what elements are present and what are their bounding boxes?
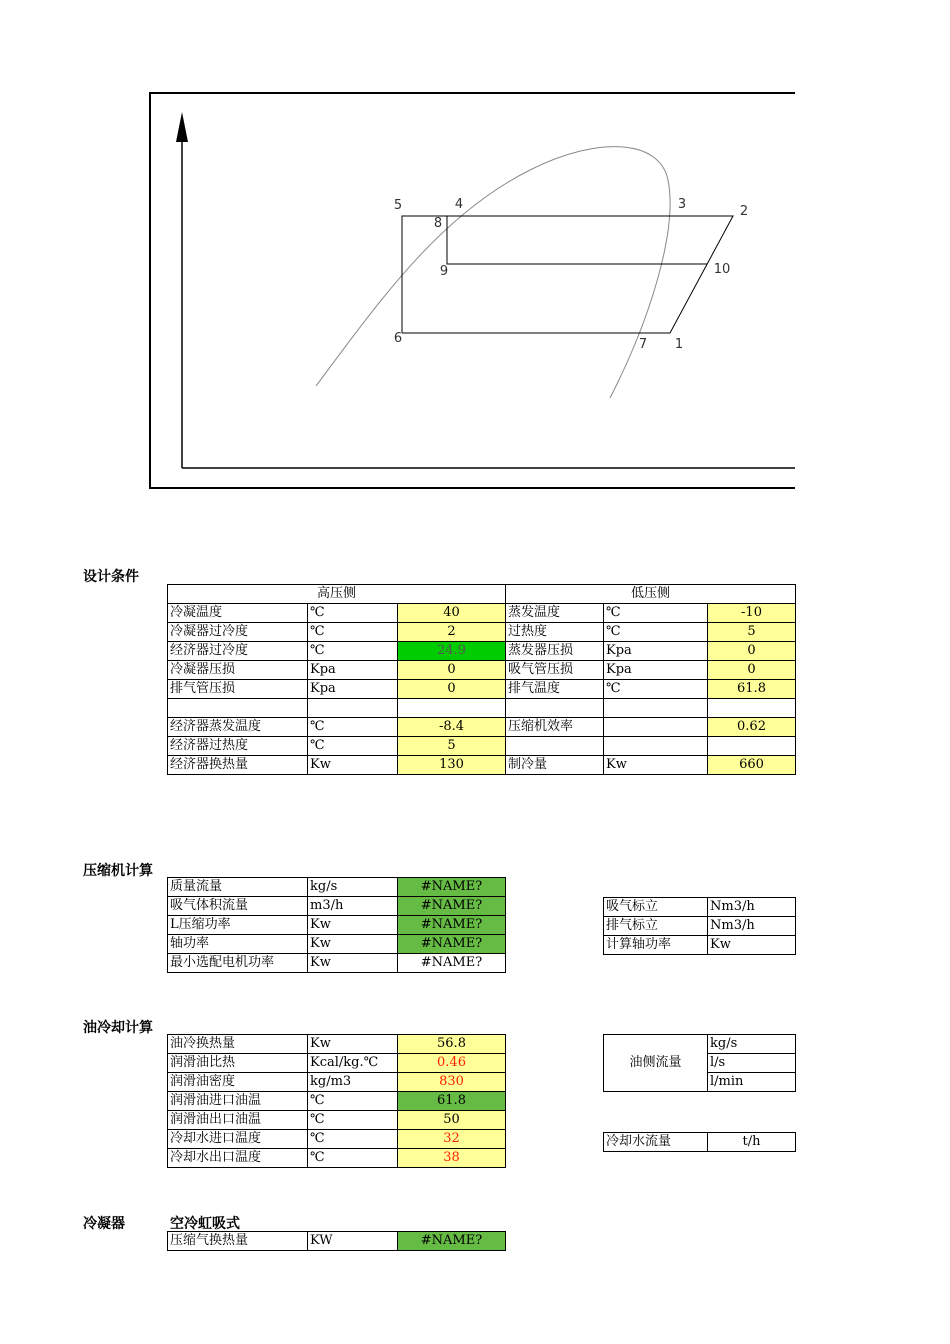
design-high-value: 24.9	[398, 642, 506, 661]
design-low-unit	[604, 737, 708, 756]
condenser-subtitle: 空冷虹吸式	[170, 1216, 240, 1232]
design-low-label: 制冷量	[506, 756, 604, 775]
compressor-value: #NAME?	[398, 954, 506, 973]
compressor-value: #NAME?	[398, 916, 506, 935]
compressor-side-label: 吸气标立	[604, 898, 708, 917]
oil-flow-unit: l/min	[708, 1073, 796, 1092]
oil-flow-unit: kg/s	[708, 1035, 796, 1054]
saturation-dome	[316, 147, 670, 398]
point-label-7: 7	[638, 337, 648, 352]
design-low-label: 排气温度	[506, 680, 604, 699]
design-high-value: 2	[398, 623, 506, 642]
design-low-value: 0	[708, 642, 796, 661]
design-high-unit: ℃	[308, 623, 398, 642]
oil-table	[167, 1034, 506, 1168]
compressor-label: L压缩功率	[168, 916, 308, 935]
design-low-label: 压缩机效率	[506, 718, 604, 737]
design-high-unit: ℃	[308, 604, 398, 623]
point-label-8: 8	[433, 216, 443, 231]
point-label-10: 10	[713, 262, 731, 277]
design-low-label: 蒸发温度	[506, 604, 604, 623]
point-label-4: 4	[454, 197, 464, 212]
design-low-unit: Kpa	[604, 642, 708, 661]
design-high-value: 40	[398, 604, 506, 623]
oil-label: 润滑油出口油温	[168, 1111, 308, 1130]
point-label-9: 9	[439, 264, 449, 279]
oil-label: 润滑油进口油温	[168, 1092, 308, 1111]
design-low-unit: ℃	[604, 604, 708, 623]
design-high-unit: Kw	[308, 756, 398, 775]
compressor-label: 轴功率	[168, 935, 308, 954]
design-high-label	[168, 699, 308, 718]
design-high-label: 经济器换热量	[168, 756, 308, 775]
design-high-value: 130	[398, 756, 506, 775]
compressor-value: #NAME?	[398, 878, 506, 897]
design-high-unit: ℃	[308, 642, 398, 661]
design-low-label: 吸气管压损	[506, 661, 604, 680]
condenser-title: 冷凝器	[83, 1216, 125, 1232]
compressor-side-unit: Nm3/h	[708, 917, 796, 936]
point-label-1: 1	[674, 337, 684, 352]
condenser-unit: KW	[308, 1232, 398, 1251]
oil-label: 冷却水出口温度	[168, 1149, 308, 1168]
oil-value: 38	[398, 1149, 506, 1168]
oil-label: 润滑油密度	[168, 1073, 308, 1092]
oil-unit: ℃	[308, 1149, 398, 1168]
compressor-table	[167, 877, 506, 973]
compressor-unit: Kw	[308, 935, 398, 954]
oil-unit: Kw	[308, 1035, 398, 1054]
design-low-value: 0.62	[708, 718, 796, 737]
point-label-2: 2	[739, 204, 749, 219]
design-high-label: 经济器过冷度	[168, 642, 308, 661]
oil-unit: ℃	[308, 1111, 398, 1130]
oil-value: 830	[398, 1073, 506, 1092]
design-high-unit: Kpa	[308, 680, 398, 699]
compressor-unit: m3/h	[308, 897, 398, 916]
design-low-label	[506, 737, 604, 756]
design-high-unit: ℃	[308, 737, 398, 756]
compressor-side-label: 计算轴功率	[604, 936, 708, 955]
design-low-label	[506, 699, 604, 718]
low-side-header: 低压侧	[506, 585, 796, 604]
ph-diagram	[0, 0, 950, 500]
point-label-5: 5	[393, 198, 403, 213]
oil-unit: ℃	[308, 1130, 398, 1149]
compressor-side-unit: Nm3/h	[708, 898, 796, 917]
oil-title: 油冷却计算	[83, 1020, 153, 1036]
cycle-line	[402, 216, 733, 333]
oil-flow-table	[603, 1034, 796, 1092]
oil-label: 润滑油比热	[168, 1054, 308, 1073]
compressor-unit: Kw	[308, 954, 398, 973]
compressor-value: #NAME?	[398, 935, 506, 954]
design-low-value: 0	[708, 661, 796, 680]
design-low-value: 5	[708, 623, 796, 642]
design-high-value: -8.4	[398, 718, 506, 737]
oil-label: 油冷换热量	[168, 1035, 308, 1054]
oil-value: 32	[398, 1130, 506, 1149]
design-low-label: 过热度	[506, 623, 604, 642]
compressor-label: 最小选配电机功率	[168, 954, 308, 973]
design-low-unit: Kw	[604, 756, 708, 775]
oil-flow-label: 油侧流量	[604, 1035, 708, 1092]
compressor-label: 吸气体积流量	[168, 897, 308, 916]
design-high-unit: Kpa	[308, 661, 398, 680]
oil-unit: kg/m3	[308, 1073, 398, 1092]
design-high-label: 冷凝器压损	[168, 661, 308, 680]
oil-value: 61.8	[398, 1092, 506, 1111]
diagram-frame	[150, 93, 810, 488]
design-high-value: 5	[398, 737, 506, 756]
point-label-3: 3	[677, 197, 687, 212]
compressor-side-label: 排气标立	[604, 917, 708, 936]
condenser-value: #NAME?	[398, 1232, 506, 1251]
oil-unit: Kcal/kg.℃	[308, 1054, 398, 1073]
high-side-header: 高压侧	[168, 585, 506, 604]
design-high-value	[398, 699, 506, 718]
point-label-6: 6	[393, 331, 403, 346]
design-high-value: 0	[398, 680, 506, 699]
design-high-label: 经济器蒸发温度	[168, 718, 308, 737]
design-high-unit	[308, 699, 398, 718]
design-high-label: 冷凝器过冷度	[168, 623, 308, 642]
design-high-value: 0	[398, 661, 506, 680]
compressor-title: 压缩机计算	[83, 863, 153, 879]
design-high-label: 经济器过热度	[168, 737, 308, 756]
compressor-side-table	[603, 897, 796, 955]
oil-flow-unit: l/s	[708, 1054, 796, 1073]
design-low-unit: ℃	[604, 680, 708, 699]
compressor-unit: Kw	[308, 916, 398, 935]
design-table	[167, 584, 796, 775]
design-high-unit: ℃	[308, 718, 398, 737]
design-low-unit	[604, 699, 708, 718]
oil-label: 冷却水进口温度	[168, 1130, 308, 1149]
design-title: 设计条件	[83, 569, 139, 585]
water-flow-label: 冷却水流量	[604, 1133, 708, 1152]
design-low-value	[708, 737, 796, 756]
compressor-side-unit: Kw	[708, 936, 796, 955]
design-low-value: 660	[708, 756, 796, 775]
design-high-label: 排气管压损	[168, 680, 308, 699]
oil-value: 56.8	[398, 1035, 506, 1054]
oil-value: 0.46	[398, 1054, 506, 1073]
oil-value: 50	[398, 1111, 506, 1130]
compressor-value: #NAME?	[398, 897, 506, 916]
y-axis-arrow-icon	[176, 112, 188, 142]
design-low-label: 蒸发器压损	[506, 642, 604, 661]
design-low-value	[708, 699, 796, 718]
design-low-unit: ℃	[604, 623, 708, 642]
water-flow-table	[603, 1132, 796, 1152]
design-low-value: -10	[708, 604, 796, 623]
water-flow-unit: t/h	[708, 1133, 796, 1152]
design-low-value: 61.8	[708, 680, 796, 699]
compressor-label: 质量流量	[168, 878, 308, 897]
condenser-label: 压缩气换热量	[168, 1232, 308, 1251]
compressor-unit: kg/s	[308, 878, 398, 897]
design-low-unit	[604, 718, 708, 737]
economizer-line	[447, 216, 707, 264]
design-low-unit: Kpa	[604, 661, 708, 680]
oil-unit: ℃	[308, 1092, 398, 1111]
condenser-table	[167, 1231, 506, 1251]
design-high-label: 冷凝温度	[168, 604, 308, 623]
